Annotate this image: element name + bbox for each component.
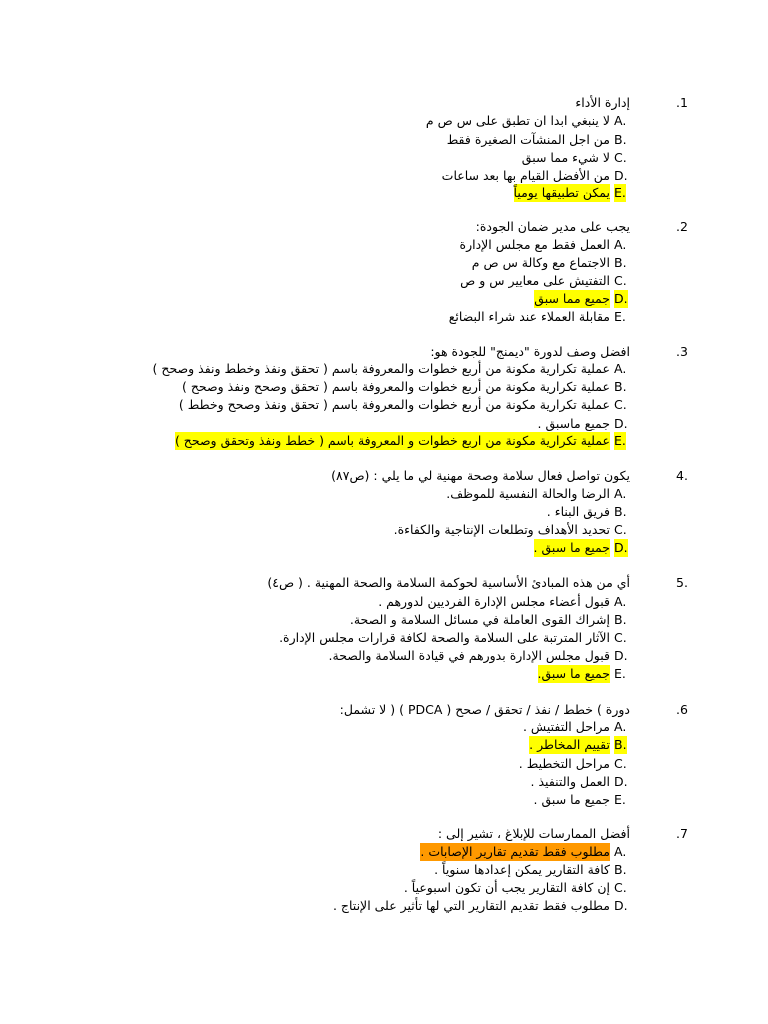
option-letter: A. (614, 844, 627, 859)
option-text-highlighted: جميع مما سبق (534, 291, 610, 306)
option-letter: B. (614, 132, 627, 147)
option-text: العمل فقط مع مجلس الإدارة (459, 237, 610, 252)
option-text: فريق البناء . (546, 504, 610, 519)
option-letter: C. (614, 630, 627, 645)
option-text: قبول مجلس الإدارة بدورهم في قيادة السلامة والصحة. (328, 648, 610, 663)
option-letter: D. (614, 774, 628, 789)
option-text: جميع ما سبق . (533, 792, 610, 807)
option-text-highlighted: تقييم المخاطر . (529, 737, 610, 752)
option-letter: B. (614, 862, 627, 877)
option-letter: C. (614, 150, 627, 165)
option-letter-highlighted: E. (614, 185, 626, 200)
option-text-highlighted: يمكن تطبيقها يومياً (513, 185, 610, 200)
option-letter: B. (614, 379, 627, 394)
question-number: .7 (676, 826, 688, 841)
option-letter: B. (614, 612, 627, 627)
option-text: عملية تكرارية مكونة من أربع خطوات والمعروفة باسم ( تحقق وصحح ونفذ وصحح ) (182, 379, 610, 394)
option-letter-highlighted: B. (614, 737, 627, 752)
option-letter: A. (614, 486, 627, 501)
option-text: الاجتماع مع وكالة س ص م (471, 255, 610, 270)
option-text: مراحل التخطيط . (518, 756, 610, 771)
option-text: من الأفضل القيام بها بعد ساعات (441, 168, 610, 183)
option-text: كافة التقارير يمكن إعدادها سنوياً . (434, 862, 610, 877)
option-text: إن كافة التقارير يجب أن تكون اسبوعياً . (403, 880, 610, 895)
option-letter: A. (614, 594, 627, 609)
option-letter: D. (614, 898, 628, 913)
question-number: 5. (676, 575, 688, 590)
option-letter: C. (614, 397, 627, 412)
option-letter: C. (614, 522, 627, 537)
option-letter: A. (614, 237, 627, 252)
option-text: لا شيء مما سبق (521, 150, 610, 165)
question-number: .6 (676, 702, 688, 717)
option-text: عملية تكرارية مكونة من أربع خطوات والمعروفة باسم ( تحقق ونفذ وخطط ونفذ وصحح ) (152, 361, 610, 376)
option-letter-highlighted: D. (614, 291, 628, 306)
option-letter: D. (614, 168, 628, 183)
option-text: مراحل التفتيش . (522, 719, 610, 734)
question-text: يكون تواصل فعال سلامة وصحة مهنية لي ما يلي : (ص٨٧) (331, 468, 630, 483)
option-text: العمل والتنفيذ . (530, 774, 610, 789)
option-letter: B. (614, 504, 627, 519)
question-text: أفضل الممارسات للإبلاغ ، تشير إلى : (437, 826, 630, 841)
option-letter: A. (614, 113, 627, 128)
option-letter: B. (614, 255, 627, 270)
option-letter: E. (614, 666, 626, 681)
option-text: مطلوب فقط تقديم التقارير التي لها تأثير على الإنتاج . (332, 898, 610, 913)
option-letter-highlighted: E. (614, 433, 626, 448)
question-text: أي من هذه المبادئ الأساسية لحوكمة السلامة والصحة المهنية . ( ص٤) (267, 575, 630, 590)
option-text: جميع ماسبق . (537, 416, 610, 431)
option-text: تحديد الأهداف وتطلعات الإنتاجية والكفاءة. (393, 522, 610, 537)
question-number: .2 (676, 219, 688, 234)
question-number: .3 (676, 344, 688, 359)
option-text: من اجل المنشآت الصغيرة فقط (446, 132, 610, 147)
option-text: مقابلة العملاء عند شراء البضائع (448, 309, 610, 324)
option-letter: D. (614, 648, 628, 663)
option-text: التفتيش على معايير س و ص (460, 273, 610, 288)
question-text: إدارة الأداء (575, 95, 630, 110)
option-text: قبول أعضاء مجلس الإدارة الفرديين لدورهم . (378, 594, 610, 609)
option-letter-highlighted: D. (614, 540, 628, 555)
option-text-highlighted: مطلوب فقط تقديم تقارير الإصابات . (420, 844, 610, 859)
option-letter: C. (614, 880, 627, 895)
question-text: افضل وصف لدورة "ديمنج" للجودة هو: (430, 344, 630, 359)
option-text: إشراك القوى العاملة في مسائل السلامة و الصحة. (349, 612, 610, 627)
option-letter: C. (614, 273, 627, 288)
option-letter: E. (614, 309, 626, 324)
option-text: الآثار المترتبة على السلامة والصحة لكافة قرارات مجلس الإدارة. (279, 630, 610, 645)
option-letter: E. (614, 792, 626, 807)
question-text: دورة ) خطط / نفذ / تحقق / صحح ( PDCA ) ( لا تشمل: (339, 702, 630, 717)
option-letter: A. (614, 719, 627, 734)
option-letter: D. (614, 416, 628, 431)
option-text: لا ينبغي ابدا ان تطبق على س ص م (425, 113, 610, 128)
option-letter: A. (614, 361, 627, 376)
question-number: .1 (676, 95, 688, 110)
option-text-highlighted: جميع ما سبق. (537, 666, 610, 681)
option-text: الرضا والحالة النفسية للموظف. (446, 486, 610, 501)
option-text-highlighted: جميع ما سبق . (533, 540, 610, 555)
option-text: عملية تكرارية مكونة من أربع خطوات والمعروفة باسم ( تحقق ونفذ وصحح وخطط ) (178, 397, 610, 412)
question-number: 4. (676, 468, 688, 483)
option-text-highlighted: عملية تكرارية مكونة من اربع خطوات و المعروفة باسم ( خطط ونفذ وتحقق وصحح ) (174, 433, 610, 448)
question-text: يجب على مدير ضمان الجودة: (475, 219, 630, 234)
option-letter: C. (614, 756, 627, 771)
